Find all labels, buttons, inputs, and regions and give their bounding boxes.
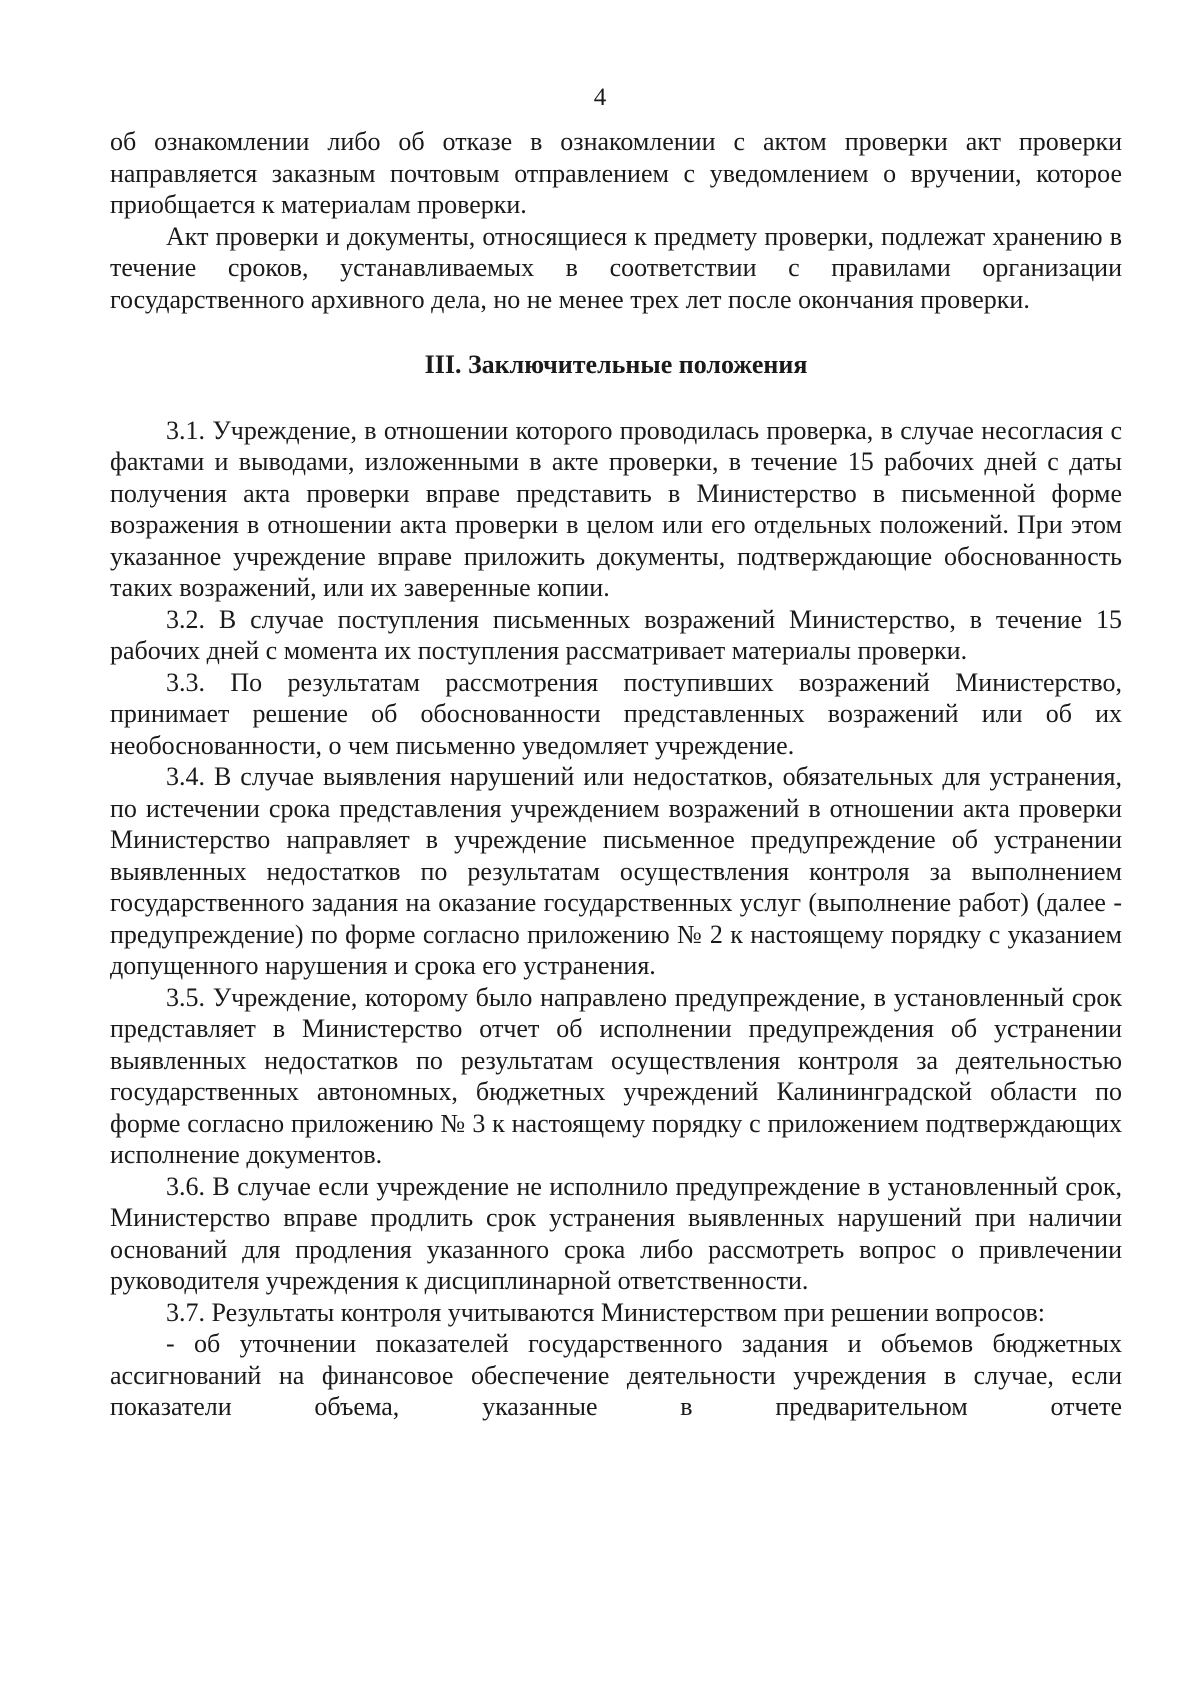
- paragraph-continuation: об ознакомлении либо об отказе в ознакомлении с актом проверки акт проверки направляется заказным почтовым отправлением с уведомлением о вручении, которое приобщается к материалам проверки.: [110, 127, 1122, 219]
- paragraph-3-7-item: - об уточнении показателей государственного задания и объемов бюджетных ассигнований на финансовое обеспечение деятельности учреждения в случае, если показатели объема, указанные в предварительном отчете: [110, 1329, 1122, 1421]
- paragraph-3-1: 3.1. Учреждение, в отношении которого проводилась проверка, в случае несогласия с фактами и выводами, изложенными в акте проверки, в течение 15 рабочих дней с даты получения акта проверки вправе представить в Министерство в письменной форме возражения в отношении акта проверки в целом или его отдельных положений. При этом указанное учреждение вправе приложить документы, подтверждающие обоснованность таких возражений, или их заверенные копии.: [110, 415, 1122, 602]
- section-heading: III. Заключительные положения: [424, 350, 808, 379]
- paragraph-3-6: 3.6. В случае если учреждение не исполнило предупреждение в установленный срок, Министерство вправе продлить срок устранения выявленных нарушений при наличии оснований для продления указанного срока либо рассмотреть вопрос о привлечении руководителя учреждения к дисциплинарной ответственности.: [110, 1171, 1122, 1295]
- paragraph-3-4: 3.4. В случае выявления нарушений или недостатков, обязательных для устранения, по истечении срока представления учреждением возражений в отношении акта проверки Министерство направляет в учреждение письменное предупреждение об устранении выявленных недостатков по результатам осуществления контроля за выполнением государственного задания на оказание государственных услуг (выполнение работ) (далее - предупреждение) по форме согласно приложению № 2 к настоящему порядку с указанием допущенного нарушения и срока его устранения.: [110, 762, 1122, 980]
- paragraph-3-3: 3.3. По результатам рассмотрения поступивших возражений Министерство, принимает решение об обоснованности представленных возражений или об их необоснованности, о чем письменно уведомляет учреждение.: [110, 667, 1122, 760]
- paragraph-3-7: 3.7. Результаты контроля учитываются Министерством при решении вопросов:: [166, 1297, 1045, 1327]
- paragraph-act-storage: Акт проверки и документы, относящиеся к предмету проверки, подлежат хранению в течение сроков, устанавливаемых в соответствии с правилами организации государственного архивного дела, но не менее трех лет после окончания проверки.: [110, 221, 1122, 314]
- paragraph-3-2: 3.2. В случае поступления письменных возражений Министерство, в течение 15 рабочих дней с момента их поступления рассматривает материалы проверки.: [110, 604, 1122, 665]
- document-body: [110, 126, 1122, 1423]
- page-number: 4: [593, 84, 607, 111]
- paragraph-3-5: 3.5. Учреждение, которому было направлено предупреждение, в установленный срок представляет в Министерство отчет об исполнении предупреждения об устранении выявленных недостатков по результатам осуществления контроля за деятельностью государственных автономных, бюджетных учреждений Калининградской области по форме согласно приложению № 3 к настоящему порядку с приложением подтверждающих исполнение документов.: [110, 982, 1122, 1169]
